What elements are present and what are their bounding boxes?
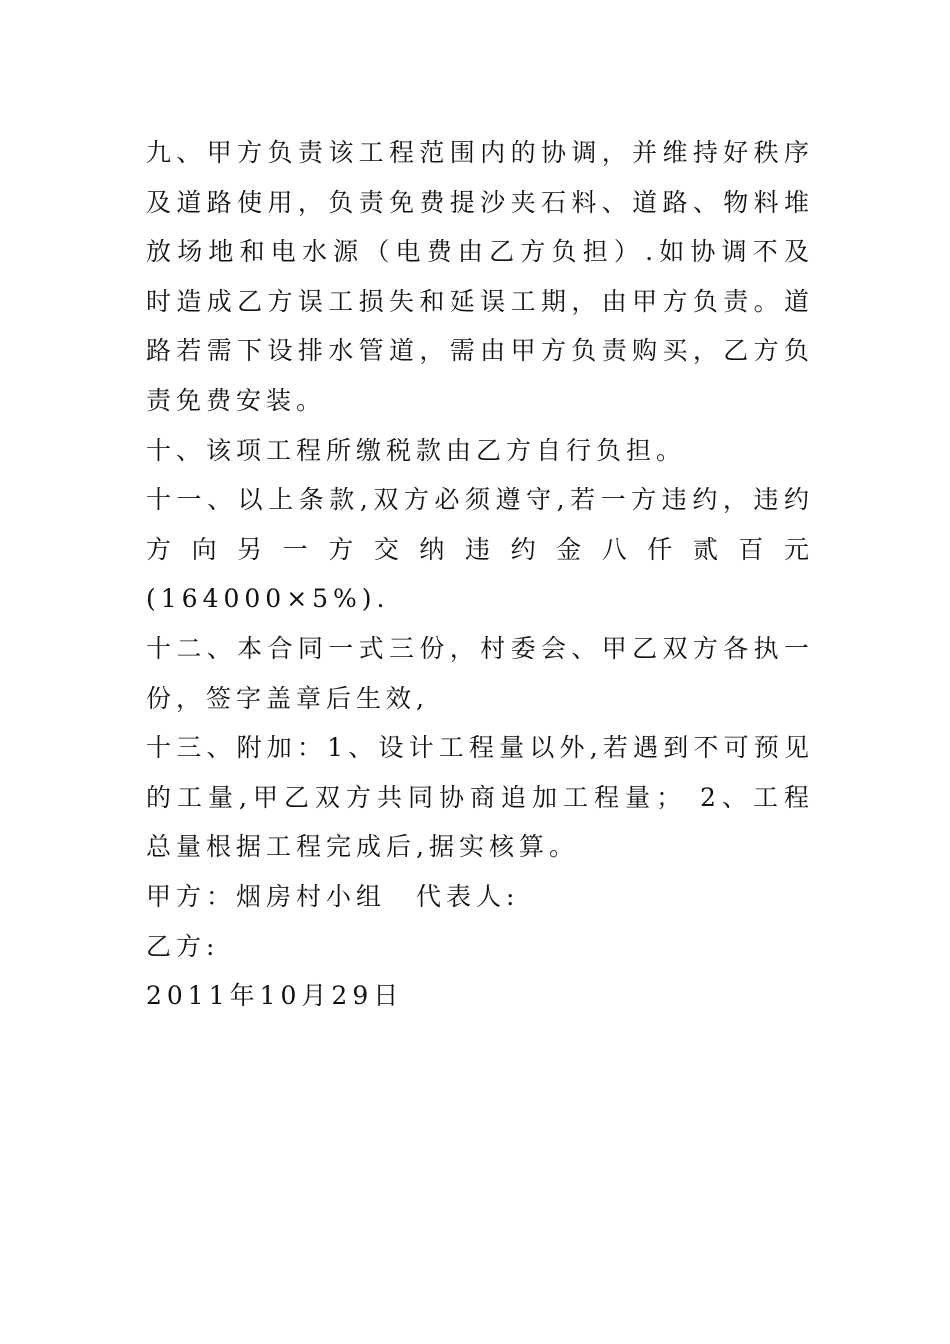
clause-9: 九、甲方负责该工程范围内的协调，并维持好秩序及道路使用，负责免费提沙夹石料、道路、物料堆放场地和电水源（电费由乙方负担）.如协调不及时造成乙方误工损失和延误工期，由甲方负责。道路若需下设排水管道，需由甲方负责购买，乙方负责免费安装。 [146,138,814,415]
party-a-signature-line: 甲方：烟房村小组 代表人: [146,881,520,911]
contract-date: 2011年10月29日 [146,981,404,1011]
clause-13: 十三、附加：1、设计工程量以外,若遇到不可预见的工量,甲乙双方共同协商追加工程量； 2、工程总量根据工程完成后,据实核算。 [146,733,814,862]
clause-10: 十、该项工程所缴税款由乙方自行负担。 [146,435,687,465]
clause-11: 十一、以上条款,双方必须遵守,若一方违约，违约方向另一方交纳违约金八仟贰百元(164000×5%). [146,485,814,614]
party-b-signature-line: 乙方: [146,931,220,961]
clause-12: 十二、本合同一式三份，村委会、甲乙双方各执一份，签字盖章后生效, [146,633,814,713]
contract-body [146,128,814,1021]
